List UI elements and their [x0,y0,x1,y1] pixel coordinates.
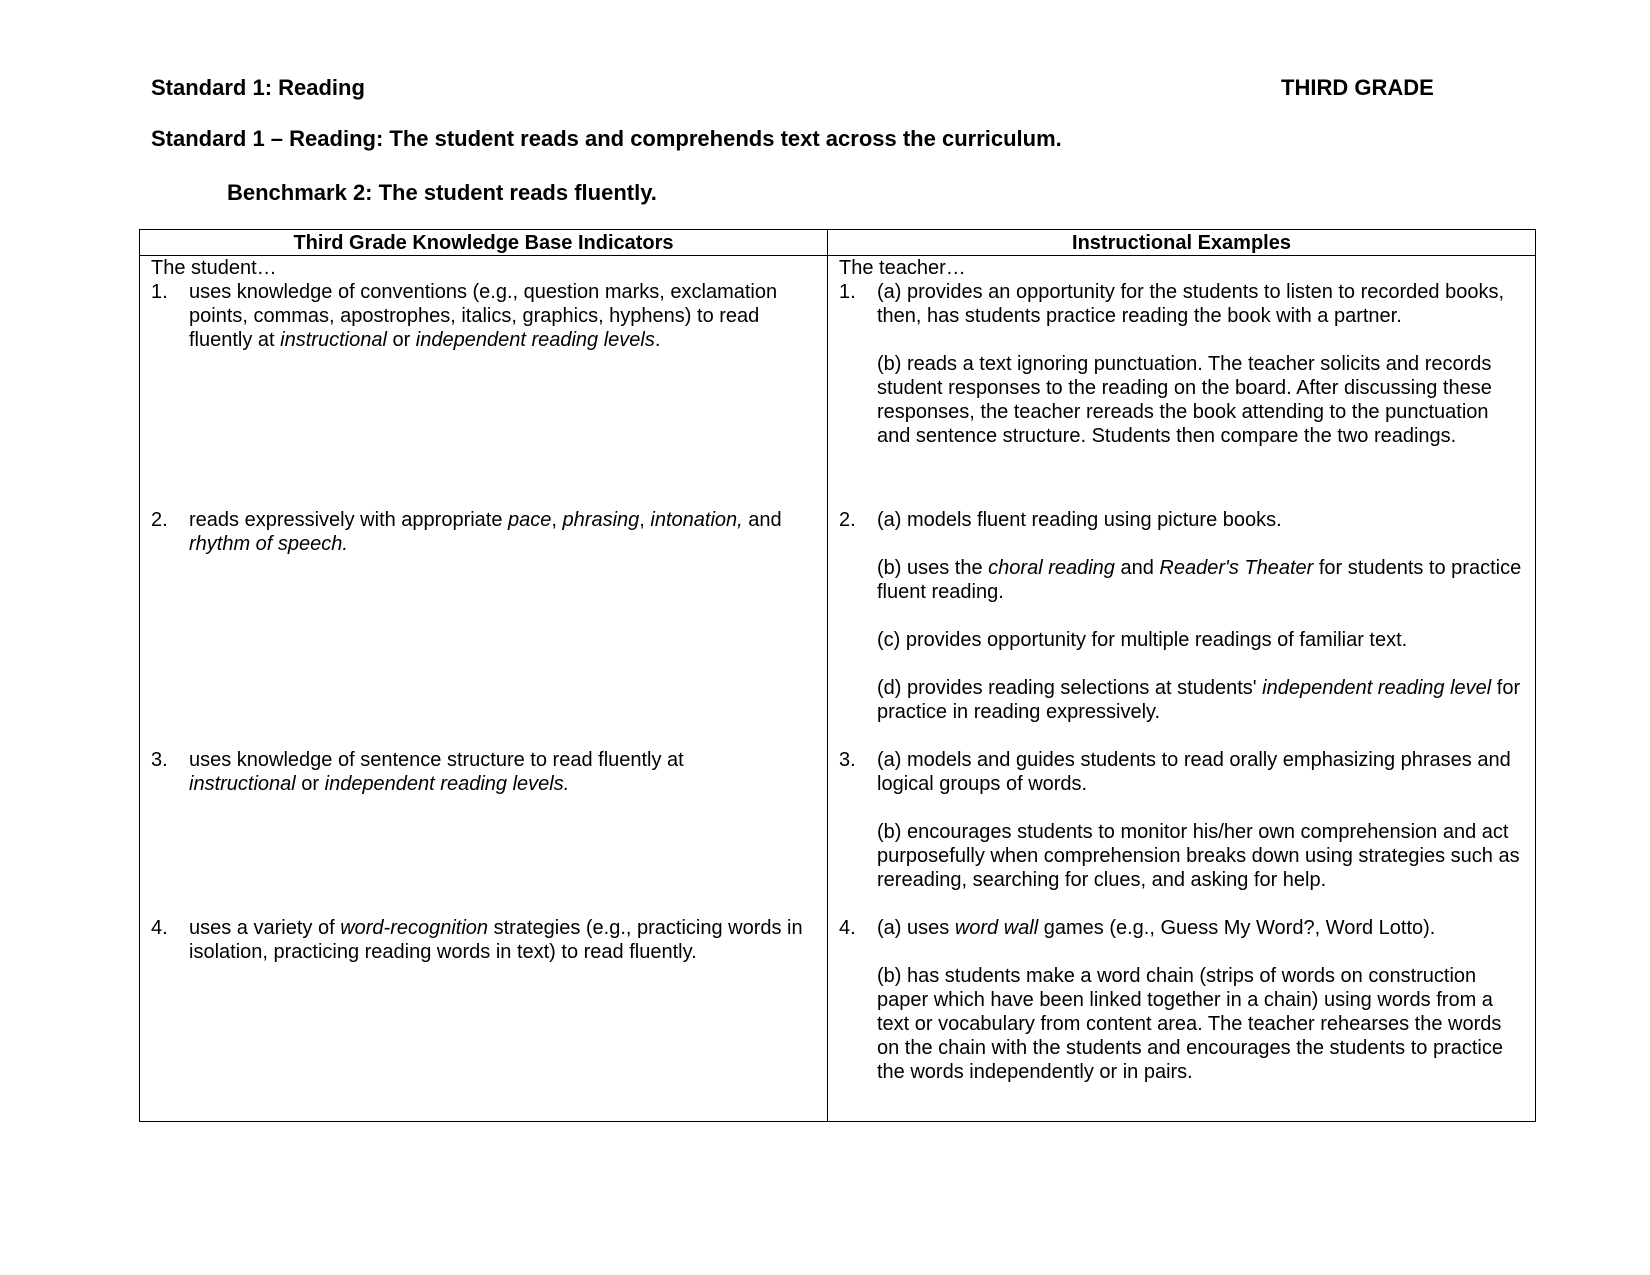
example-number: 1. [839,281,856,303]
indicator-text: uses knowledge of conventions (e.g., question marks, exclamation points, commas, apostrophes, italics, graphics, hyphens) to read fluently at instructional or independent reading levels. [189,281,778,351]
indicator-number: 3. [151,749,168,771]
indicator-3 [151,748,817,796]
col-header-examples: Instructional Examples [828,230,1536,256]
example-text: (b) reads a text ignoring punctuation. The teacher solicits and records student responses to the reading on the board. After discussing these responses, the teacher rereads the book attending to the punctuation and sentence structure. Students then compare the two readings. [877,353,1492,447]
indicator-2 [151,508,817,556]
indicator-number: 2. [151,509,168,531]
example-text: (c) provides opportunity for multiple readings of familiar text. [877,629,1408,651]
example-text: (d) provides reading selections at students' independent reading level for practice in reading expressively. [877,677,1521,723]
student-intro: The student… [151,257,277,279]
indicator-4 [151,916,817,964]
benchmark-statement: Benchmark 2: The student reads fluently. [227,180,657,205]
col-header-indicators: Third Grade Knowledge Base Indicators [140,230,828,256]
example-text: (b) has students make a word chain (strips of words on construction paper which have been linked together in a chain) using words from a text or vocabulary from content area. The teacher rehearses the words on the chain with the students and encourages the students to practice the words independently or in pairs. [877,965,1503,1083]
example-4 [839,916,1525,1084]
example-1 [839,280,1525,448]
indicator-text: reads expressively with appropriate pace, phrasing, intonation, and rhythm of speech. [189,509,782,555]
examples-cell [828,256,1536,1122]
example-3 [839,748,1525,892]
indicator-text: uses knowledge of sentence structure to read fluently at instructional or independent reading levels. [189,749,684,795]
teacher-intro: The teacher… [839,257,966,279]
indicators-cell [140,256,828,1122]
example-text: (a) provides an opportunity for the students to listen to recorded books, then, has students practice reading the book with a partner. [877,281,1505,327]
example-text: (a) models and guides students to read orally emphasizing phrases and logical groups of words. [877,749,1511,795]
grade-label: THIRD GRADE [1281,75,1434,100]
table-header-row [140,230,1536,256]
indicator-1 [151,280,817,352]
example-number: 4. [839,917,856,939]
example-text: (b) encourages students to monitor his/her own comprehension and act purposefully when comprehension breaks down using strategies such as rereading, searching for clues, and asking for help. [877,821,1520,891]
example-2 [839,508,1525,724]
example-text: (b) uses the choral reading and Reader's Theater for students to practice fluent reading. [877,557,1522,603]
example-number: 3. [839,749,856,771]
indicator-number: 1. [151,281,168,303]
example-text: (a) uses word wall games (e.g., Guess My Word?, Word Lotto). [877,917,1436,939]
indicator-text: uses a variety of word-recognition strategies (e.g., practicing words in isolation, practicing reading words in text) to read fluently. [189,917,803,963]
example-number: 2. [839,509,856,531]
standard-title: Standard 1: Reading [151,75,365,100]
table-body-row [140,256,1536,1122]
example-text: (a) models fluent reading using picture books. [877,509,1282,531]
standard-statement: Standard 1 – Reading: The student reads and comprehends text across the curriculum. [151,126,1062,151]
indicator-number: 4. [151,917,168,939]
indicators-table [139,229,1536,1122]
